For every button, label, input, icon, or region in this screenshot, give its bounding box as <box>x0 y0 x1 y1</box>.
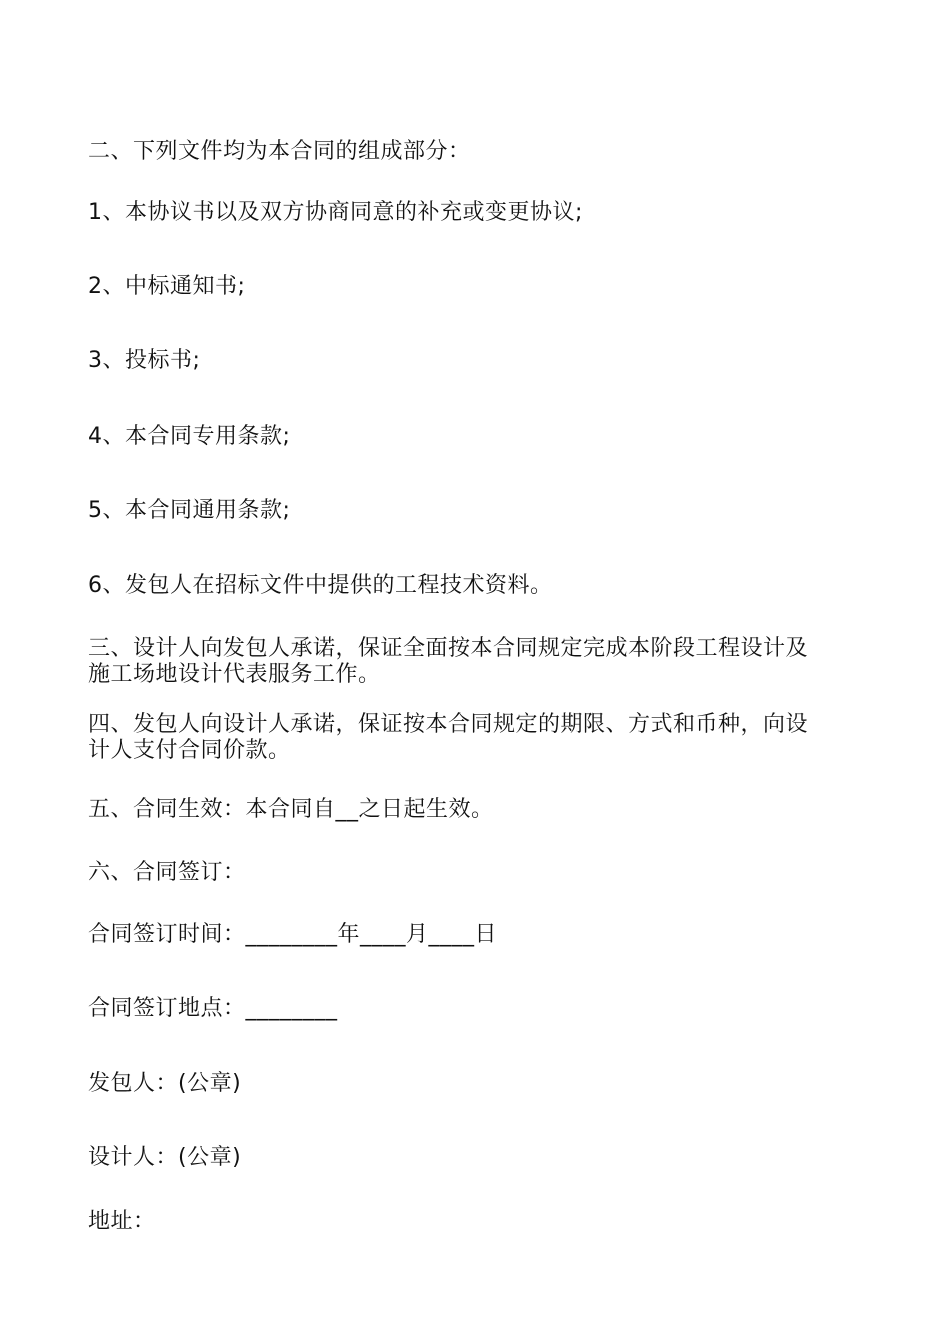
section2-heading: 二、下列文件均为本合同的组成部分： <box>88 139 471 164</box>
section6-signing: 六、合同签订： <box>88 860 246 885</box>
designer-seal: 设计人：(公章) <box>88 1145 242 1170</box>
sign-time: 合同签订时间：________年____月____日 <box>88 922 498 947</box>
list-item: 5、本合同通用条款; <box>88 498 291 523</box>
section3-line: 施工场地设计代表服务工作。 <box>88 662 381 687</box>
address-label: 地址： <box>88 1209 156 1234</box>
section4-line: 计人支付合同价款。 <box>88 738 291 763</box>
section3-paragraph <box>88 636 868 688</box>
section4-line: 四、发包人向设计人承诺，保证按本合同规定的期限、方式和币种，向设 <box>88 712 809 737</box>
sign-place: 合同签订地点：________ <box>88 996 338 1021</box>
list-item: 4、本合同专用条款; <box>88 424 291 449</box>
list-item: 2、中标通知书; <box>88 274 246 299</box>
employer-seal: 发包人：(公章) <box>88 1071 242 1096</box>
section3-line: 三、设计人向发包人承诺，保证全面按本合同规定完成本阶段工程设计及 <box>88 636 809 661</box>
section5-effective: 五、合同生效：本合同自__之日起生效。 <box>88 797 494 822</box>
list-item: 1、本协议书以及双方协商同意的补充或变更协议; <box>88 200 583 225</box>
section4-paragraph <box>88 712 868 764</box>
list-item: 6、发包人在招标文件中提供的工程技术资料。 <box>88 573 553 598</box>
list-item: 3、投标书; <box>88 348 201 373</box>
